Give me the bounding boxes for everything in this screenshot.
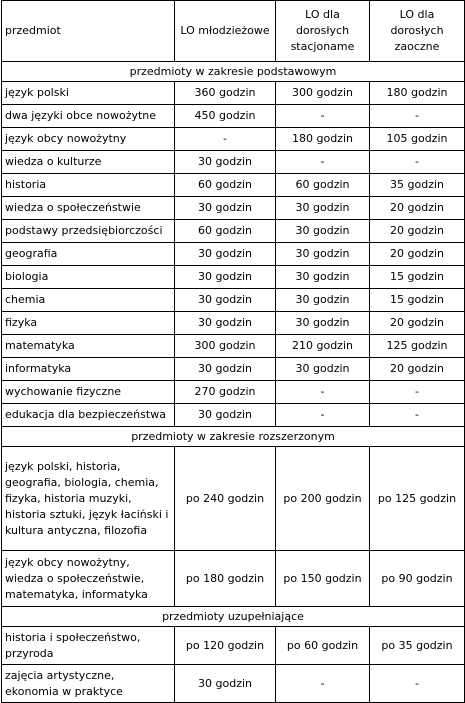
hours-lo-mlodziezowe: po 240 godzin xyxy=(175,447,276,551)
subject-cell: historia i społeczeństwo, przyroda xyxy=(2,627,175,665)
hours-lo-mlodziezowe: 60 godzin xyxy=(175,220,276,243)
hours-lo-dorosli-zaoczne: - xyxy=(370,404,465,427)
hours-lo-mlodziezowe: 300 godzin xyxy=(175,335,276,358)
table-row xyxy=(2,335,465,358)
table-row xyxy=(2,266,465,289)
subject-cell: informatyka xyxy=(2,358,175,381)
subject-cell: podstawy przedsiębiorczości xyxy=(2,220,175,243)
hours-lo-dorosli-stacjonarne: 60 godzin xyxy=(276,174,370,197)
hours-lo-mlodziezowe: 30 godzin xyxy=(175,358,276,381)
hours-lo-mlodziezowe: 30 godzin xyxy=(175,404,276,427)
header-lo-mlodziezowe: LO młodzieżowe xyxy=(175,1,276,62)
hours-lo-mlodziezowe: po 180 godzin xyxy=(175,551,276,607)
hours-lo-dorosli-stacjonarne: 180 godzin xyxy=(276,128,370,151)
hours-lo-dorosli-stacjonarne: 300 godzin xyxy=(276,82,370,105)
hours-lo-mlodziezowe: 360 godzin xyxy=(175,82,276,105)
header-lo-dorosli-stacjonarne: LO dla dorosłych stacjoname xyxy=(276,1,370,62)
hours-lo-mlodziezowe: 30 godzin xyxy=(175,197,276,220)
hours-lo-dorosli-zaoczne: - xyxy=(370,381,465,404)
hours-lo-mlodziezowe: 30 godzin xyxy=(175,312,276,335)
hours-lo-dorosli-stacjonarne: 30 godzin xyxy=(276,243,370,266)
hours-lo-mlodziezowe: po 120 godzin xyxy=(175,627,276,665)
subject-cell: wiedza o kulturze xyxy=(2,151,175,174)
hours-lo-dorosli-stacjonarne: 30 godzin xyxy=(276,266,370,289)
hours-lo-dorosli-zaoczne: 15 godzin xyxy=(370,289,465,312)
hours-lo-dorosli-zaoczne: 15 godzin xyxy=(370,266,465,289)
table-row xyxy=(2,82,465,105)
subject-cell: język obcy nowożytny, wiedza o społeczeństwie, matematyka, informatyka xyxy=(2,551,175,607)
hours-lo-dorosli-stacjonarne: po 200 godzin xyxy=(276,447,370,551)
hours-lo-dorosli-zaoczne: po 90 godzin xyxy=(370,551,465,607)
hours-lo-dorosli-zaoczne: 20 godzin xyxy=(370,220,465,243)
header-lo-dorosli-zaoczne: LO dla dorosłych zaoczne xyxy=(370,1,465,62)
hours-lo-dorosli-stacjonarne: po 150 godzin xyxy=(276,551,370,607)
table-row xyxy=(2,289,465,312)
subject-cell: zajęcia artystyczne, ekonomia w praktyce xyxy=(2,665,175,703)
subject-cell: wychowanie fizyczne xyxy=(2,381,175,404)
hours-lo-mlodziezowe: 270 godzin xyxy=(175,381,276,404)
table-row xyxy=(2,312,465,335)
hours-lo-dorosli-zaoczne: 180 godzin xyxy=(370,82,465,105)
table-row xyxy=(2,105,465,128)
hours-lo-dorosli-zaoczne: - xyxy=(370,105,465,128)
subject-cell: język polski xyxy=(2,82,175,105)
hours-lo-mlodziezowe: 450 godzin xyxy=(175,105,276,128)
table-row xyxy=(2,447,465,551)
table-row xyxy=(2,551,465,607)
subject-cell: edukacja dla bezpieczeństwa xyxy=(2,404,175,427)
table-row xyxy=(2,128,465,151)
table-row xyxy=(2,197,465,220)
hours-lo-dorosli-zaoczne: - xyxy=(370,151,465,174)
section-row-supplementary xyxy=(2,607,465,627)
subject-cell: dwa języki obce nowożytne xyxy=(2,105,175,128)
table-row xyxy=(2,358,465,381)
hours-lo-dorosli-stacjonarne: 210 godzin xyxy=(276,335,370,358)
section-basic: przedmioty w zakresie podstawowym xyxy=(2,62,465,82)
hours-lo-mlodziezowe: 60 godzin xyxy=(175,174,276,197)
hours-lo-dorosli-zaoczne: 20 godzin xyxy=(370,312,465,335)
subject-cell: chemia xyxy=(2,289,175,312)
hours-lo-dorosli-stacjonarne: - xyxy=(276,381,370,404)
table-row xyxy=(2,174,465,197)
hours-lo-dorosli-zaoczne: 20 godzin xyxy=(370,243,465,266)
hours-lo-mlodziezowe: 30 godzin xyxy=(175,243,276,266)
hours-lo-dorosli-zaoczne: po 125 godzin xyxy=(370,447,465,551)
hours-lo-dorosli-zaoczne: 125 godzin xyxy=(370,335,465,358)
hours-lo-dorosli-stacjonarne: - xyxy=(276,665,370,703)
subject-cell: język polski, historia, geografia, biologia, chemia, fizyka, historia muzyki, historia sztuki, język łaciński i kultura antyczna, filozofia xyxy=(2,447,175,551)
hours-lo-dorosli-stacjonarne: - xyxy=(276,105,370,128)
basic-rows xyxy=(2,82,465,427)
header-row xyxy=(2,1,465,62)
hours-lo-dorosli-zaoczne: 35 godzin xyxy=(370,174,465,197)
table-row xyxy=(2,665,465,703)
hours-lo-dorosli-stacjonarne: 30 godzin xyxy=(276,197,370,220)
subject-cell: wiedza o społeczeństwie xyxy=(2,197,175,220)
subject-cell: fizyka xyxy=(2,312,175,335)
table-row xyxy=(2,381,465,404)
hours-lo-dorosli-stacjonarne: 30 godzin xyxy=(276,312,370,335)
subject-cell: matematyka xyxy=(2,335,175,358)
hours-lo-dorosli-stacjonarne: po 60 godzin xyxy=(276,627,370,665)
hours-lo-dorosli-zaoczne: 105 godzin xyxy=(370,128,465,151)
section-supplementary: przedmioty uzupełniające xyxy=(2,607,465,627)
hours-lo-dorosli-stacjonarne: - xyxy=(276,151,370,174)
subject-cell: język obcy nowożytny xyxy=(2,128,175,151)
hours-lo-mlodziezowe: 30 godzin xyxy=(175,289,276,312)
hours-lo-dorosli-stacjonarne: 30 godzin xyxy=(276,220,370,243)
subject-cell: geografia xyxy=(2,243,175,266)
hours-lo-dorosli-zaoczne: 20 godzin xyxy=(370,358,465,381)
supplementary-rows xyxy=(2,627,465,703)
section-extended: przedmioty w zakresie rozszerzonym xyxy=(2,427,465,447)
section-row-basic xyxy=(2,62,465,82)
hours-lo-dorosli-zaoczne: - xyxy=(370,665,465,703)
table-row xyxy=(2,220,465,243)
hours-lo-mlodziezowe: 30 godzin xyxy=(175,266,276,289)
subject-cell: historia xyxy=(2,174,175,197)
table-row xyxy=(2,404,465,427)
hours-table xyxy=(1,0,465,703)
table-row xyxy=(2,243,465,266)
subject-cell: biologia xyxy=(2,266,175,289)
hours-lo-mlodziezowe: - xyxy=(175,128,276,151)
section-row-extended xyxy=(2,427,465,447)
hours-lo-mlodziezowe: 30 godzin xyxy=(175,151,276,174)
hours-lo-dorosli-stacjonarne: 30 godzin xyxy=(276,358,370,381)
hours-lo-dorosli-stacjonarne: 30 godzin xyxy=(276,289,370,312)
table-row xyxy=(2,151,465,174)
hours-lo-dorosli-zaoczne: 20 godzin xyxy=(370,197,465,220)
header-subject: przedmiot xyxy=(2,1,175,62)
hours-lo-dorosli-zaoczne: po 35 godzin xyxy=(370,627,465,665)
table-row xyxy=(2,627,465,665)
extended-rows xyxy=(2,447,465,607)
hours-lo-mlodziezowe: 30 godzin xyxy=(175,665,276,703)
hours-lo-dorosli-stacjonarne: - xyxy=(276,404,370,427)
